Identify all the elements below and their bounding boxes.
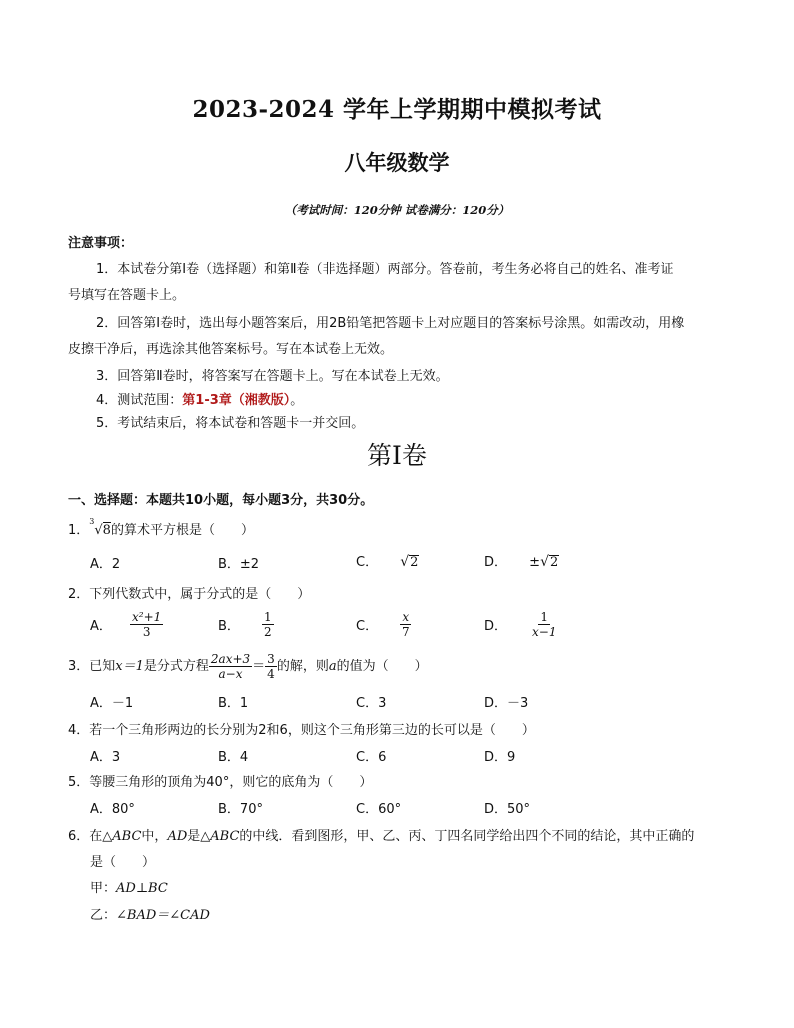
- notice-item-4: [96, 389, 303, 408]
- question-6-part-4: 的中线．看到图形，甲、乙、丙、丁四名同学给出四个不同的结论，其中正确的: [239, 829, 695, 844]
- notice-heading: 注意事项：: [68, 236, 134, 251]
- q5-option-c: C．60°: [356, 802, 402, 817]
- equation-right-denominator: 4: [267, 667, 275, 681]
- q2-option-c-letter: C．: [356, 619, 379, 634]
- q2-option-d-numerator: 1: [540, 610, 549, 624]
- notice-item-1-line-1: 1．本试卷分第Ⅰ卷（选择题）和第Ⅱ卷（非选择题）两部分。答卷前，考生务必将自己的姓名、准考证: [96, 262, 674, 277]
- notice-item-2-line-1: 2．回答第Ⅰ卷时，选出每小题答案后，用2B铅笔把答题卡上对应题目的答案标号涂黑。如需改动，用橡: [96, 316, 685, 331]
- q2-option-b-denominator: 2: [264, 625, 272, 639]
- q1-option-c-value: 2: [410, 555, 419, 570]
- equation-right-numerator: 3: [267, 652, 275, 666]
- q1-option-d-value: 2: [549, 555, 559, 570]
- q2-option-d-denominator: x−1: [532, 625, 557, 639]
- question-3-variable: a: [328, 659, 337, 674]
- q2-option-a-numerator: x²+1: [132, 610, 162, 624]
- page-subtitle: 八年级数学: [344, 150, 450, 175]
- notice-item-5: 5．考试结束后，将本试卷和答题卡一并交回。: [96, 416, 365, 431]
- question-1-text: 的算术平方根是（ ）: [110, 523, 254, 538]
- question-4: 4．若一个三角形两边的长分别为2和6，则这个三角形第三边的长可以是（ ）: [68, 723, 535, 738]
- question-3-condition: x＝1: [115, 659, 144, 674]
- q5-option-d: D．50°: [484, 802, 531, 817]
- equation-left-denominator: a−x: [218, 667, 243, 681]
- question-3-suffix: 的值为（ ）: [336, 659, 428, 674]
- q4-option-b: B．4: [218, 750, 249, 765]
- question-6-part-3: 是: [187, 829, 201, 844]
- question-6-part-2: 中，: [141, 829, 168, 844]
- volume-title: 第Ⅰ卷: [367, 441, 427, 470]
- q3-option-c: C．3: [356, 696, 387, 711]
- q1-option-b: B．±2: [218, 557, 260, 572]
- q3-option-b: B．1: [218, 696, 249, 711]
- q2-option-a: [90, 610, 163, 639]
- question-6-triangle-1: △ABC: [102, 829, 142, 844]
- q1-option-d-letter: D．: [484, 555, 508, 570]
- cube-root-index: 3: [89, 517, 95, 526]
- q3-option-d: D．－3: [484, 696, 529, 711]
- sqrt-icon: √ 2: [400, 554, 419, 570]
- q2-option-d-letter: D．: [484, 619, 508, 634]
- question-5: 5．等腰三角形的顶角为40°，则它的底角为（ ）: [68, 775, 373, 790]
- q1-option-d-pm: ±: [529, 555, 541, 570]
- q2-option-a-letter: A．: [90, 619, 112, 634]
- question-6-triangle-2: △ABC: [200, 829, 240, 844]
- page-title: 2023-2024 学年上学期期中模拟考试: [192, 96, 602, 123]
- question-6-part-1: 6．在: [68, 829, 103, 844]
- q2-option-b: [218, 610, 274, 639]
- conclusion-yi-text: ∠BAD＝∠CAD: [116, 908, 210, 923]
- conclusion-jia: [90, 877, 168, 896]
- q2-option-c-numerator: x: [402, 610, 410, 624]
- notice-item-2-line-2: 皮擦干净后，再选涂其他答案标号。写在本试卷上无效。: [68, 342, 394, 357]
- notice-item-4-suffix: 。: [290, 393, 304, 408]
- q4-option-d: D．9: [484, 750, 516, 765]
- question-1: [68, 519, 254, 538]
- question-6-line-2: 是（ ）: [90, 855, 156, 870]
- q5-option-a: A．80°: [90, 802, 135, 817]
- sqrt-icon: √ 2: [540, 554, 559, 570]
- q1-option-d: [484, 551, 559, 570]
- cube-root-radicand: 8: [102, 523, 111, 538]
- question-3-mid2: 的解，则: [276, 659, 329, 674]
- q5-option-b: B．70°: [218, 802, 263, 817]
- notice-item-3: 3．回答第Ⅱ卷时，将答案写在答题卡上。写在本试卷上无效。: [96, 369, 449, 384]
- conclusion-jia-text: AD⊥BC: [116, 881, 168, 896]
- conclusion-jia-label: 甲：: [90, 881, 117, 896]
- q1-option-c-letter: C．: [356, 555, 379, 570]
- question-1-number: 1．: [68, 523, 90, 538]
- equation-equals: ＝: [252, 659, 266, 674]
- q2-option-c-denominator: 7: [402, 625, 410, 639]
- exam-info: （考试时间：120分钟 试卷满分：120分）: [284, 203, 510, 217]
- q2-option-a-denominator: 3: [142, 625, 151, 639]
- equation-left-numerator: 2ax+3: [210, 652, 251, 666]
- q1-option-a: A．2: [90, 557, 121, 572]
- test-range: 第1-3章（湘教版）: [182, 393, 291, 408]
- q2-option-b-numerator: 1: [264, 610, 272, 624]
- question-6: [68, 825, 694, 844]
- q2-option-c: [356, 610, 412, 639]
- q2-option-b-letter: B．: [218, 619, 240, 634]
- q4-option-c: C．6: [356, 750, 387, 765]
- question-3: [68, 652, 428, 681]
- question-3-prefix: 3．已知: [68, 659, 116, 674]
- section-heading: 一、选择题：本题共10小题，每小题3分，共30分。: [68, 493, 374, 508]
- q1-option-c: [356, 551, 419, 570]
- conclusion-yi-label: 乙：: [90, 908, 117, 923]
- q2-option-d: [484, 610, 558, 639]
- question-2: 2．下列代数式中，属于分式的是（ ）: [68, 587, 311, 602]
- cube-root-expression: $^3$√8: [89, 517, 111, 538]
- conclusion-yi: [90, 904, 210, 923]
- notice-item-1-line-2: 号填写在答题卡上。: [68, 288, 186, 303]
- question-6-segment: AD: [167, 829, 188, 844]
- q4-option-a: A．3: [90, 750, 121, 765]
- q3-option-a: A．－1: [90, 696, 134, 711]
- notice-item-4-prefix: 4．测试范围：: [96, 393, 183, 408]
- question-3-mid: 是分式方程: [143, 659, 209, 674]
